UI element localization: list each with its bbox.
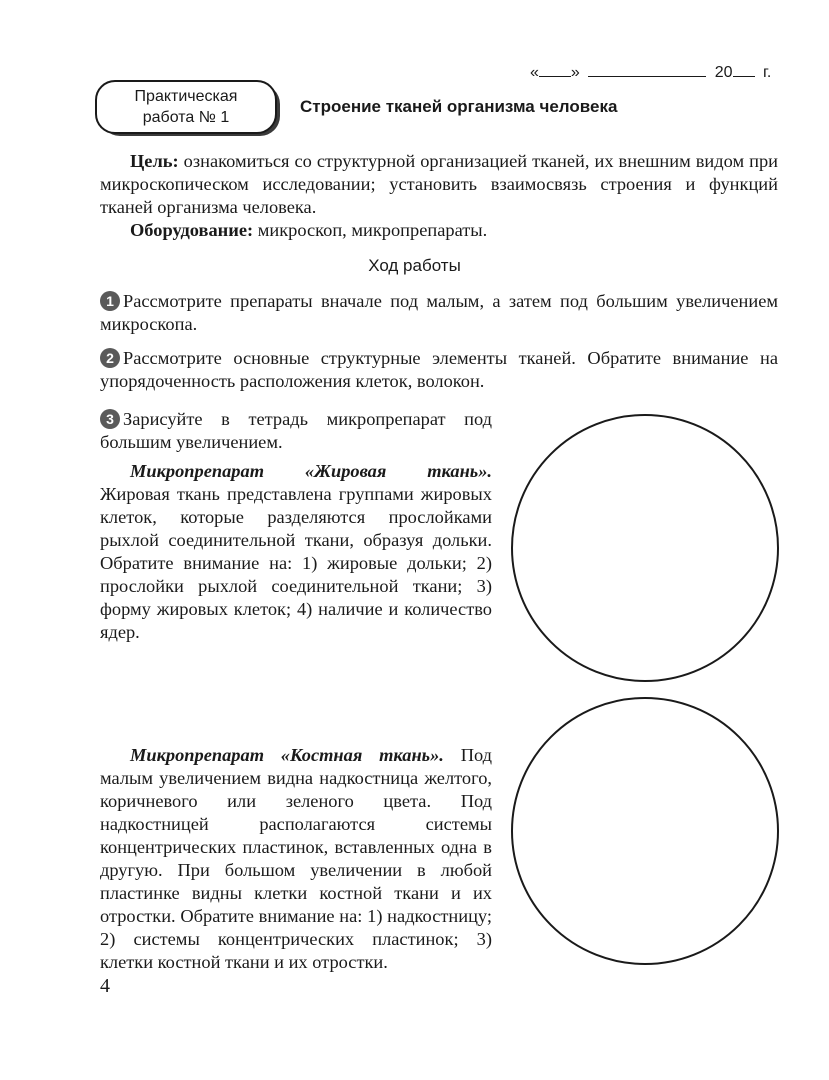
step-3-block: [100, 408, 492, 644]
procedure-heading: Ход работы: [368, 256, 461, 275]
work-badge: [95, 80, 277, 134]
step-3-paragraph: [100, 408, 492, 454]
intro-block: [100, 150, 778, 242]
step-1-paragraph: [100, 290, 778, 336]
badge-line-2: работа № 1: [142, 109, 230, 126]
day-blank[interactable]: [539, 62, 571, 77]
goal-label: Цель:: [130, 151, 179, 171]
badge-line-1: Практическая: [134, 88, 238, 105]
date-year-prefix: 20: [714, 64, 733, 81]
step-1-number-icon: 1: [100, 291, 120, 311]
month-blank[interactable]: [588, 62, 706, 77]
bone-slide-text: Под малым увеличением видна надкостница желтого, коричневого или зеленого цвета. Под надкостницей располагаются системы концентрических пластинок, вставленных одна в другую. При большом увеличении в любой пластинке видны клетки костной ткани и их отростки. Обратите внимание на: 1) надкостницу; 2) системы концентрических пластинок; 3) клетки костной ткани и их отростки.: [100, 745, 492, 972]
bone-slide-title: Микропрепарат «Костная ткань».: [130, 745, 444, 765]
fat-tissue-drawing-circle[interactable]: [511, 414, 779, 682]
fat-slide-paragraph: [100, 460, 492, 644]
step-2-number-icon: 2: [100, 348, 120, 368]
bone-slide-block: [100, 744, 492, 974]
step-3-number-icon: 3: [100, 409, 120, 429]
step-1: [100, 290, 778, 336]
year-blank[interactable]: [733, 62, 755, 77]
step-1-text: Рассмотрите препараты вначале под малым, а затем под большим увеличением микроскопа.: [100, 291, 778, 334]
goal-text: ознакомиться со структурной организацией тканей, их внешним видом при микроскопическом исследовании; установить взаимосвязь строения и функций тканей организма человека.: [100, 151, 778, 217]
equipment-paragraph: [100, 219, 778, 242]
bone-tissue-drawing-circle[interactable]: [511, 697, 779, 965]
page-title: Строение тканей организма человека: [300, 97, 618, 116]
step-3-text: Зарисуйте в тетрадь микропрепарат под большим увеличением.: [100, 409, 492, 452]
date-year-suffix: г.: [762, 64, 772, 81]
date-close-quote: »: [570, 64, 580, 81]
date-open-quote: «: [530, 64, 539, 81]
step-2-text: Рассмотрите основные структурные элементы тканей. Обратите внимание на упорядоченность расположения клеток, волокон.: [100, 348, 778, 391]
equipment-text: микроскоп, микропрепараты.: [253, 220, 488, 240]
step-2: [100, 347, 778, 393]
fat-slide-text: Жировая ткань представлена группами жировых клеток, которые разделяются прослойками рыхлой соединительной ткани, образуя дольки. Обратите внимание на: 1) жировые дольки; 2) прослойки рыхлой соединительной ткани; 3) форму жировых клеток; 4) наличие и количество ядер.: [100, 484, 492, 642]
bone-slide-paragraph: [100, 744, 492, 974]
goal-paragraph: [100, 150, 778, 219]
equipment-label: Оборудование:: [130, 220, 254, 240]
page-number: 4: [100, 975, 110, 997]
step-2-paragraph: [100, 347, 778, 393]
date-line: [530, 62, 790, 82]
fat-slide-title: Микропрепарат «Жировая ткань».: [130, 461, 492, 481]
